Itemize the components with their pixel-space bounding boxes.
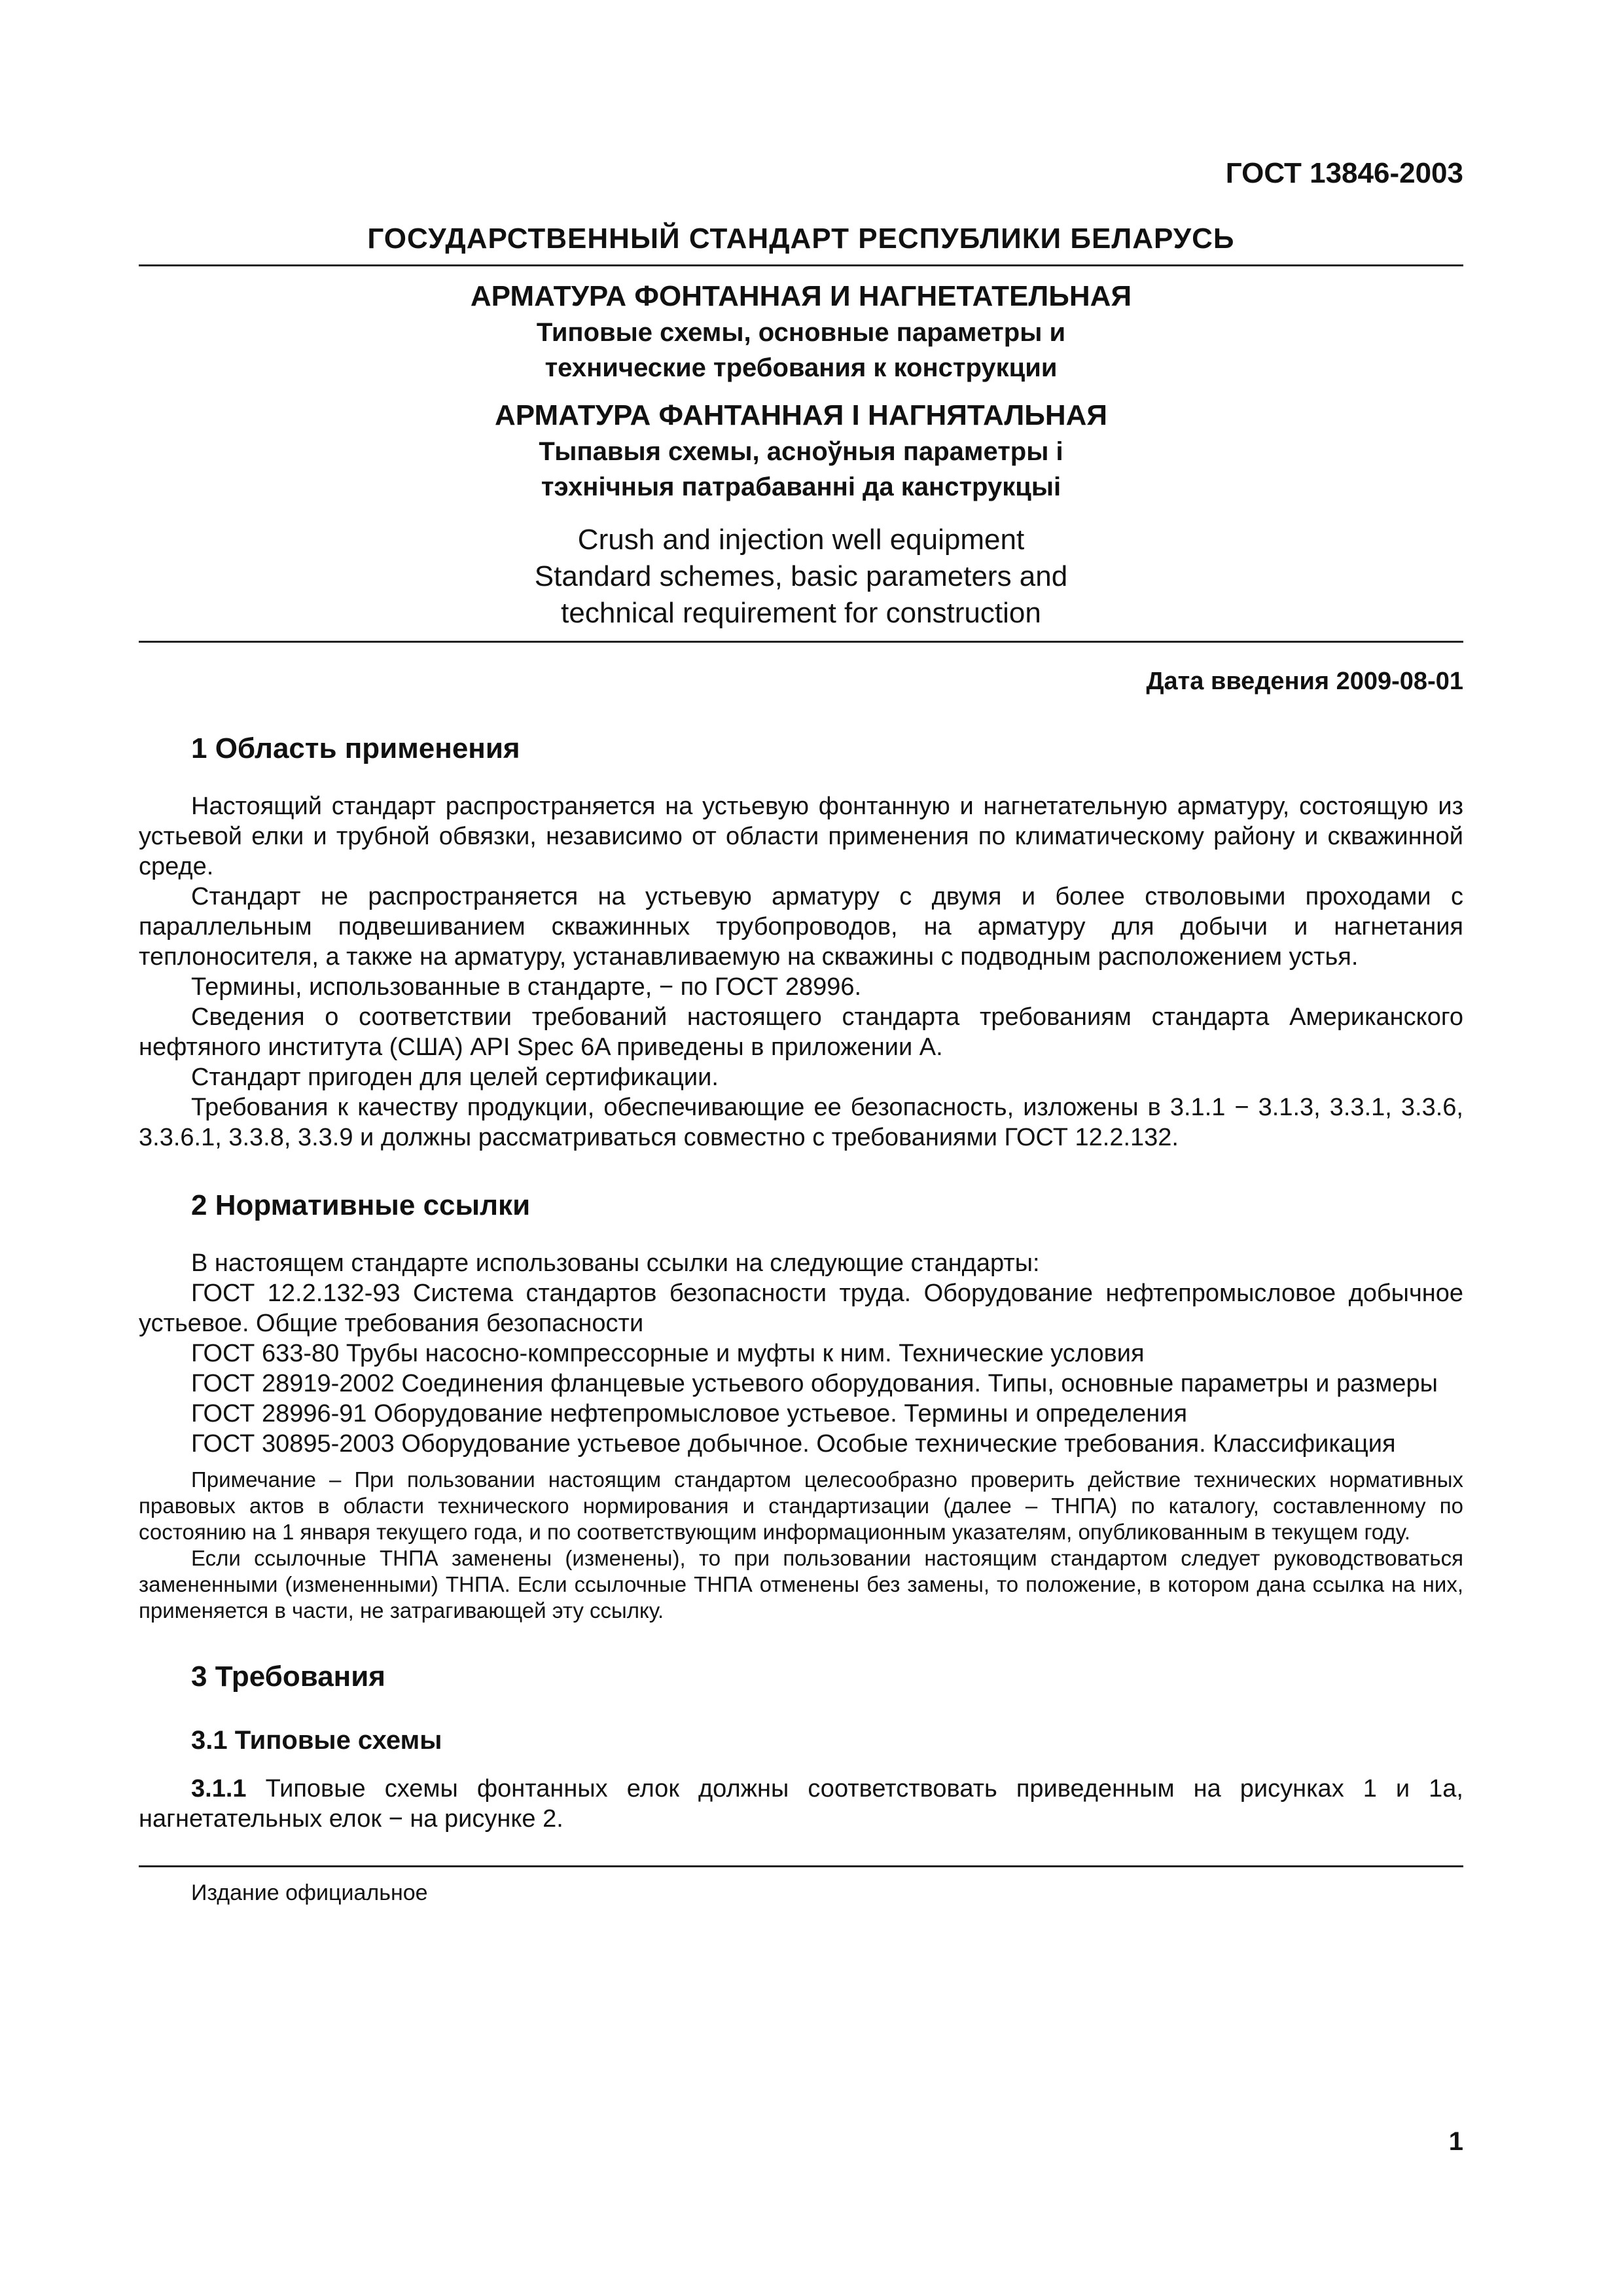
reference-item: ГОСТ 28996-91 Оборудование нефтепромысловое устьевое. Термины и определения bbox=[191, 1400, 1188, 1427]
title-en bbox=[139, 522, 1463, 632]
reference-item: ГОСТ 30895-2003 Оборудование устьевое добычное. Особые технические требования. Классификация bbox=[191, 1430, 1396, 1458]
title-by-sub1: Тыпавыя схемы, асноўныя параметры і bbox=[539, 437, 1063, 466]
subsection-3-1-heading: 3.1 Типовые схемы bbox=[191, 1726, 442, 1755]
paragraph: Стандарт пригоден для целей сертификации. bbox=[191, 1064, 719, 1091]
document-page bbox=[139, 131, 1463, 1906]
title-ru-sub1: Типовые схемы, основные параметры и bbox=[536, 318, 1066, 347]
reference-item: ГОСТ 28919-2002 Соединения фланцевые устьевого оборудования. Типы, основные параметры и размеры bbox=[191, 1370, 1438, 1397]
title-en-line1: Crush and injection well equipment bbox=[577, 524, 1025, 556]
paragraph: Настоящий стандарт распространяется на устьевую фонтанную и нагнетательную арматуру, состоящую из устьевой елки и трубной обвязки, независимо от области применения по климатическому району и скважинной среде. bbox=[139, 793, 1463, 880]
paragraph: Термины, использованные в стандарте, − по ГОСТ 28996. bbox=[191, 973, 862, 1001]
edition-label: Издание официальное bbox=[191, 1880, 428, 1905]
title-en-line2: Standard schemes, basic parameters and bbox=[534, 560, 1068, 592]
title-ru bbox=[139, 278, 1463, 386]
divider bbox=[139, 641, 1463, 643]
clause-3-1-1 bbox=[139, 1774, 1463, 1834]
title-en-line3: technical requirement for construction bbox=[561, 597, 1041, 629]
title-by-main: АРМАТУРА ФАНТАННАЯ І НАГНЯТАЛЬНАЯ bbox=[494, 399, 1107, 431]
reference-item: ГОСТ 633-80 Трубы насосно-компрессорные и муфты к ним. Технические условия bbox=[191, 1340, 1145, 1367]
paragraph: Сведения о соответствии требований настоящего стандарта требованиям стандарта Американского нефтяного института (США) API Spec 6A приведены в приложении А. bbox=[139, 1003, 1463, 1061]
standard-number: ГОСТ 13846-2003 bbox=[1225, 157, 1463, 189]
title-by bbox=[139, 397, 1463, 505]
divider bbox=[139, 264, 1463, 266]
effective-date: Дата введения 2009-08-01 bbox=[1146, 668, 1463, 695]
paragraph: В настоящем стандарте использованы ссылки на следующие стандарты: bbox=[191, 1249, 1040, 1277]
paragraph: Стандарт не распространяется на устьевую арматуру с двумя и более стволовыми проходами с параллельным подвешиванием скважинных трубопроводов, на арматуру для добычи и нагнетания теплоносителя, а также на арматуру, устанавливаемую на скважины с подводным расположением устья. bbox=[139, 883, 1463, 971]
reference-item: ГОСТ 12.2.132-93 Система стандартов безопасности труда. Оборудование нефтепромысловое добычное устьевое. Общие требования безопасности bbox=[139, 1280, 1463, 1337]
title-ru-sub2: технические требования к конструкции bbox=[544, 353, 1058, 382]
note: Примечание – При пользовании настоящим стандартом целесообразно проверить действие технических нормативных правовых актов в области технического нормирования и стандартизации (далее – ТНПА) по каталогу, составленному по состоянию на 1 января текущего года, и по соответствующим информационным указателям, опубликованным в текущем году. bbox=[139, 1467, 1463, 1544]
clause-number: 3.1.1 bbox=[191, 1775, 247, 1803]
section-2-heading: 2 Нормативные ссылки bbox=[191, 1189, 531, 1221]
paragraph: Требования к качеству продукции, обеспечивающие ее безопасность, изложены в 3.1.1 − 3.1.3, 3.3.1, 3.3.6, 3.3.6.1, 3.3.8, 3.3.9 и должны рассматриваться совместно с требованиями ГОСТ 12.2.132. bbox=[139, 1094, 1463, 1151]
title-by-sub2: тэхнічныя патрабаванні да канструкцыі bbox=[541, 473, 1061, 501]
section-3-heading: 3 Требования bbox=[191, 1660, 385, 1693]
page-number: 1 bbox=[1448, 2127, 1463, 2156]
clause-text: Типовые схемы фонтанных елок должны соответствовать приведенным на рисунках 1 и 1а, нагнетательных елок − на рисунке 2. bbox=[139, 1775, 1463, 1833]
title-ru-main: АРМАТУРА ФОНТАННАЯ И НАГНЕТАТЕЛЬНАЯ bbox=[470, 280, 1132, 312]
state-standard-heading: ГОСУДАРСТВЕННЫЙ СТАНДАРТ РЕСПУБЛИКИ БЕЛАРУСЬ bbox=[367, 223, 1235, 255]
divider bbox=[139, 1865, 1463, 1867]
section-1-heading: 1 Область применения bbox=[191, 732, 520, 764]
note: Если ссылочные ТНПА заменены (изменены), то при пользовании настоящим стандартом следует руководствоваться замененными (измененными) ТНПА. Если ссылочные ТНПА отменены без замены, то положение, в котором дана ссылка на них, применяется в части, не затрагивающей эту ссылку. bbox=[139, 1546, 1463, 1623]
